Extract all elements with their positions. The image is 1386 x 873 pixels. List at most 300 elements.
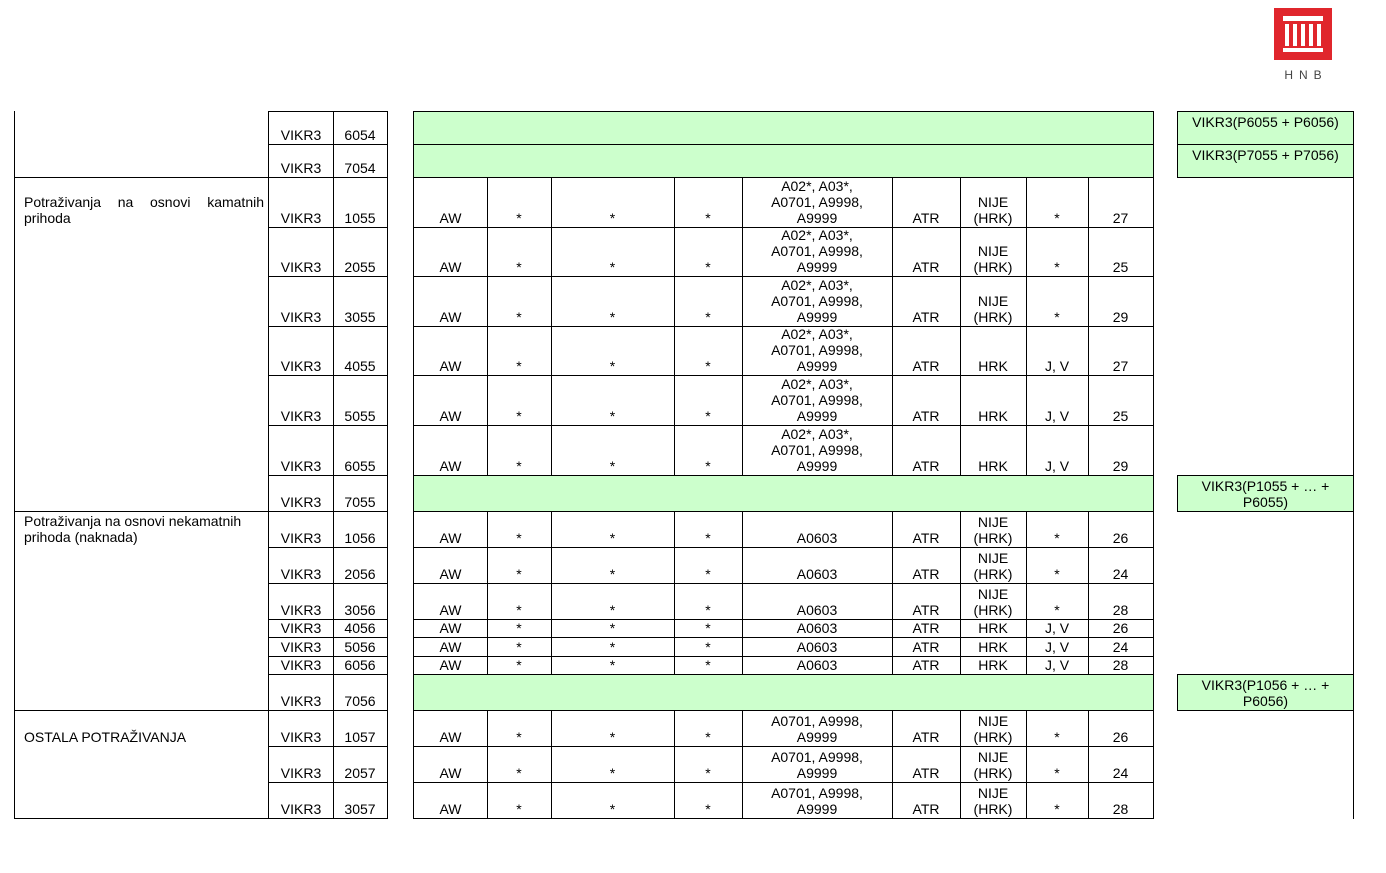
value-cell-c2: [487, 547, 552, 584]
value-cell-c1-text: AW: [439, 408, 462, 424]
value-cell-c5: [742, 276, 893, 327]
form-cell-text: VIKR3: [280, 602, 322, 618]
code-cell: [333, 674, 388, 711]
value-cell-c3: [551, 547, 675, 584]
highlight-cell: [674, 475, 743, 512]
value-cell-c9: [1088, 375, 1154, 426]
code-cell: [333, 746, 388, 783]
value-cell-c2-text: *: [516, 358, 522, 374]
form-cell-text: VIKR3: [280, 408, 322, 424]
value-cell-c4: [674, 276, 743, 327]
value-cell-c6: [892, 656, 961, 675]
value-cell-c9: [1088, 227, 1154, 277]
value-cell-c1-text: AW: [439, 729, 462, 745]
value-cell-c6: [892, 177, 961, 228]
value-cell-c9-text: 24: [1112, 765, 1129, 781]
code-cell-text: 1057: [344, 729, 376, 745]
value-cell-c2: [487, 227, 552, 277]
value-cell-c1-text: AW: [439, 458, 462, 474]
value-cell-c8-text: *: [1054, 530, 1060, 546]
value-cell-c9-text: 26: [1112, 620, 1129, 636]
value-cell-c7: [960, 637, 1027, 657]
value-cell-c7: [960, 547, 1027, 584]
value-cell-c7-text: NIJE (HRK): [973, 243, 1013, 275]
value-cell-c5-text: A02*, A03*, A0701, A9998, A9999: [771, 277, 863, 325]
value-cell-c8: [1026, 177, 1089, 228]
highlight-cell: [960, 111, 1027, 145]
highlight-cell: [960, 144, 1027, 178]
code-cell: [333, 111, 388, 145]
form-cell: [268, 511, 334, 548]
value-cell-c5-text: A02*, A03*, A0701, A9998, A9999: [771, 426, 863, 474]
value-cell-c7-text: HRK: [978, 458, 1008, 474]
code-cell-text: 6056: [344, 657, 376, 673]
value-cell-c5-text: A0603: [796, 602, 838, 618]
value-cell-c7-text: NIJE (HRK): [973, 713, 1013, 745]
form-cell-text: VIKR3: [280, 309, 322, 325]
value-cell-c9: [1088, 656, 1154, 675]
value-cell-c9-text: 24: [1112, 566, 1129, 582]
value-cell-c5: [742, 637, 893, 657]
value-cell-c9: [1088, 746, 1154, 783]
form-cell: [268, 111, 334, 145]
highlight-cell: [1026, 674, 1089, 711]
value-cell-c1: [413, 710, 488, 747]
value-cell-c8: [1026, 375, 1089, 426]
section-label: OSTALA POTRAŽIVANJA: [24, 729, 187, 745]
code-cell: [333, 276, 388, 327]
value-cell-c2: [487, 619, 552, 638]
code-cell: [333, 619, 388, 638]
value-cell-c7-text: NIJE (HRK): [973, 194, 1013, 226]
value-cell-c6-text: ATR: [912, 210, 940, 226]
form-cell: [268, 326, 334, 376]
form-cell-text: VIKR3: [280, 160, 322, 176]
form-cell: [268, 375, 334, 426]
value-cell-c7-text: NIJE (HRK): [973, 293, 1013, 325]
highlight-cell: [674, 144, 743, 178]
code-cell: [333, 547, 388, 584]
code-cell-text: 6055: [344, 458, 376, 474]
highlight-cell: [892, 475, 961, 512]
value-cell-c3-text: *: [609, 408, 616, 424]
formula-cell: [1177, 674, 1354, 711]
code-cell-text: 3056: [344, 602, 376, 618]
form-cell-text: VIKR3: [280, 639, 322, 655]
value-cell-c6: [892, 746, 961, 783]
code-cell: [333, 177, 388, 228]
value-cell-c4-text: *: [705, 620, 711, 636]
value-cell-c2-text: *: [516, 210, 522, 226]
value-cell-c2: [487, 425, 552, 476]
value-cell-c3-text: *: [609, 309, 616, 325]
value-cell-c7: [960, 746, 1027, 783]
value-cell-c3-text: *: [609, 657, 616, 673]
section-label: Potraživanja na osnovi kamatnih prihoda: [24, 194, 264, 226]
value-cell-c3-text: *: [609, 602, 616, 618]
value-cell-c7: [960, 276, 1027, 327]
value-cell-c7: [960, 326, 1027, 376]
value-cell-c7: [960, 583, 1027, 620]
form-cell-text: VIKR3: [280, 729, 322, 745]
code-cell: [333, 326, 388, 376]
value-cell-c2-text: *: [516, 408, 522, 424]
code-cell-text: 5055: [344, 408, 376, 424]
code-cell-text: 2055: [344, 259, 376, 275]
value-cell-c5-text: A0603: [796, 530, 838, 546]
form-cell: [268, 475, 334, 512]
code-cell-text: 3055: [344, 309, 376, 325]
value-cell-c1-text: AW: [439, 620, 462, 636]
value-cell-c6-text: ATR: [912, 620, 940, 636]
value-cell-c5-text: A02*, A03*, A0701, A9998, A9999: [771, 326, 863, 374]
value-cell-c5-text: A0603: [796, 620, 838, 636]
value-cell-c2: [487, 326, 552, 376]
code-cell-text: 1055: [344, 210, 376, 226]
value-cell-c6-text: ATR: [912, 309, 940, 325]
value-cell-c8: [1026, 746, 1089, 783]
highlight-cell: [892, 674, 961, 711]
value-cell-c6: [892, 637, 961, 657]
value-cell-c6-text: ATR: [912, 765, 940, 781]
code-cell-text: 2057: [344, 765, 376, 781]
value-cell-c8: [1026, 710, 1089, 747]
value-cell-c9-text: 28: [1112, 657, 1129, 673]
value-cell-c7: [960, 511, 1027, 548]
value-cell-c3: [551, 511, 675, 548]
form-cell-text: VIKR3: [280, 765, 322, 781]
value-cell-c1-text: AW: [439, 259, 462, 275]
value-cell-c9-text: 29: [1112, 458, 1129, 474]
code-cell-text: 6054: [344, 127, 376, 143]
code-cell-text: 4056: [344, 620, 376, 636]
code-cell: [333, 425, 388, 476]
value-cell-c2: [487, 746, 552, 783]
formula-cell: [1177, 144, 1354, 178]
highlight-cell: [742, 674, 893, 711]
value-cell-c9: [1088, 547, 1154, 584]
value-cell-c8: [1026, 227, 1089, 277]
value-cell-c4-text: *: [705, 408, 711, 424]
value-cell-c4-text: *: [705, 309, 711, 325]
value-cell-c8: [1026, 583, 1089, 620]
value-cell-c3-text: *: [609, 620, 616, 636]
highlight-cell: [487, 111, 552, 145]
value-cell-c6-text: ATR: [912, 602, 940, 618]
value-cell-c9-text: 26: [1112, 530, 1129, 546]
form-cell-text: VIKR3: [280, 458, 322, 474]
highlight-cell: [551, 475, 675, 512]
value-cell-c9: [1088, 326, 1154, 376]
form-cell-text: VIKR3: [280, 494, 322, 510]
value-cell-c2-text: *: [516, 639, 522, 655]
value-cell-c7-text: NIJE (HRK): [973, 514, 1013, 546]
highlight-cell: [1088, 475, 1154, 512]
form-cell-text: VIKR3: [280, 693, 322, 709]
value-cell-c3: [551, 746, 675, 783]
value-cell-c7-text: HRK: [978, 620, 1008, 636]
value-cell-c7: [960, 782, 1027, 819]
value-cell-c8-text: *: [1054, 259, 1060, 275]
table-bottom-line: [14, 818, 268, 819]
value-cell-c5-text: A0701, A9998, A9999: [771, 749, 863, 781]
section-divider: [14, 511, 268, 512]
value-cell-c4: [674, 583, 743, 620]
value-cell-c1: [413, 177, 488, 228]
value-cell-c9-text: 26: [1112, 729, 1129, 745]
value-cell-c2-text: *: [516, 801, 522, 817]
value-cell-c5-text: A0603: [796, 639, 838, 655]
formula-cell: [1177, 475, 1354, 512]
value-cell-c1-text: AW: [439, 566, 462, 582]
value-cell-c6: [892, 276, 961, 327]
value-cell-c5: [742, 619, 893, 638]
value-cell-c9: [1088, 583, 1154, 620]
form-cell: [268, 637, 334, 657]
value-cell-c8-text: J, V: [1044, 620, 1070, 636]
value-cell-c5: [742, 656, 893, 675]
code-cell: [333, 511, 388, 548]
highlight-cell: [487, 475, 552, 512]
section-left-border: [14, 111, 15, 178]
value-cell-c5-text: A02*, A03*, A0701, A9998, A9999: [771, 376, 863, 424]
section-divider: [14, 710, 268, 711]
value-cell-c2-text: *: [516, 602, 522, 618]
value-cell-c9: [1088, 619, 1154, 638]
form-cell: [268, 547, 334, 584]
value-cell-c3: [551, 425, 675, 476]
value-cell-c4: [674, 619, 743, 638]
value-cell-c5-text: A0701, A9998, A9999: [771, 785, 863, 817]
form-cell: [268, 583, 334, 620]
form-cell-text: VIKR3: [280, 530, 322, 546]
value-cell-c1: [413, 375, 488, 426]
value-cell-c3: [551, 276, 675, 327]
code-cell: [333, 144, 388, 178]
value-cell-c4: [674, 326, 743, 376]
form-cell-text: VIKR3: [280, 620, 322, 636]
value-cell-c8: [1026, 619, 1089, 638]
value-cell-c4-text: *: [705, 729, 711, 745]
form-cell-text: VIKR3: [280, 657, 322, 673]
form-cell: [268, 425, 334, 476]
value-cell-c5: [742, 425, 893, 476]
value-cell-c1: [413, 583, 488, 620]
value-cell-c7-text: NIJE (HRK): [973, 550, 1013, 582]
value-cell-c6-text: ATR: [912, 566, 940, 582]
value-cell-c3-text: *: [609, 566, 616, 582]
value-cell-c8: [1026, 656, 1089, 675]
form-cell-text: VIKR3: [280, 127, 322, 143]
highlight-cell: [1088, 674, 1154, 711]
value-cell-c1-text: AW: [439, 358, 462, 374]
value-cell-c9-text: 27: [1112, 210, 1129, 226]
value-cell-c6: [892, 326, 961, 376]
value-cell-c6: [892, 425, 961, 476]
value-cell-c1: [413, 547, 488, 584]
value-cell-c1-text: AW: [439, 765, 462, 781]
form-cell-text: VIKR3: [280, 358, 322, 374]
value-cell-c8-text: *: [1054, 566, 1060, 582]
code-cell: [333, 637, 388, 657]
value-cell-c8-text: J, V: [1044, 639, 1070, 655]
value-cell-c1: [413, 227, 488, 277]
value-cell-c4-text: *: [705, 530, 711, 546]
value-cell-c5-text: A0603: [796, 566, 838, 582]
form-cell: [268, 619, 334, 638]
form-cell: [268, 177, 334, 228]
value-cell-c5: [742, 782, 893, 819]
value-cell-c9: [1088, 511, 1154, 548]
value-cell-c2: [487, 710, 552, 747]
value-cell-c2-text: *: [516, 566, 522, 582]
value-cell-c4-text: *: [705, 566, 711, 582]
highlight-cell: [551, 111, 675, 145]
value-cell-c2: [487, 375, 552, 426]
value-cell-c5: [742, 177, 893, 228]
form-cell: [268, 656, 334, 675]
code-cell-text: 2056: [344, 566, 376, 582]
form-cell: [268, 782, 334, 819]
code-cell: [333, 656, 388, 675]
highlight-cell: [487, 674, 552, 711]
value-cell-c1-text: AW: [439, 639, 462, 655]
value-cell-c1: [413, 782, 488, 819]
value-cell-c1: [413, 619, 488, 638]
section-divider: [14, 177, 268, 178]
value-cell-c6-text: ATR: [912, 801, 940, 817]
right-border: [1353, 111, 1354, 819]
highlight-cell: [413, 144, 488, 178]
value-cell-c8: [1026, 547, 1089, 584]
value-cell-c4-text: *: [705, 458, 711, 474]
value-cell-c3: [551, 326, 675, 376]
value-cell-c2: [487, 177, 552, 228]
value-cell-c6-text: ATR: [912, 530, 940, 546]
code-cell-text: 3057: [344, 801, 376, 817]
value-cell-c3-text: *: [609, 458, 616, 474]
highlight-cell: [1026, 111, 1089, 145]
formula-cell-text: VIKR3(P7055 + P7056): [1192, 147, 1339, 163]
value-cell-c3: [551, 583, 675, 620]
code-cell: [333, 583, 388, 620]
value-cell-c7-text: NIJE (HRK): [973, 586, 1013, 618]
value-cell-c6-text: ATR: [912, 259, 940, 275]
form-cell-text: VIKR3: [280, 259, 322, 275]
value-cell-c8: [1026, 425, 1089, 476]
code-cell: [333, 375, 388, 426]
value-cell-c5-text: A0701, A9998, A9999: [771, 713, 863, 745]
value-cell-c7-text: NIJE (HRK): [973, 785, 1013, 817]
value-cell-c9-text: 24: [1112, 639, 1129, 655]
highlight-cell: [551, 674, 675, 711]
section-left-border: [14, 710, 15, 819]
form-cell-text: VIKR3: [280, 210, 322, 226]
value-cell-c6-text: ATR: [912, 358, 940, 374]
value-cell-c7: [960, 227, 1027, 277]
value-cell-c2: [487, 276, 552, 327]
value-cell-c4: [674, 710, 743, 747]
value-cell-c8-text: *: [1054, 729, 1060, 745]
value-cell-c3: [551, 637, 675, 657]
highlight-cell: [1026, 144, 1089, 178]
value-cell-c7: [960, 425, 1027, 476]
highlight-cell: [674, 674, 743, 711]
highlight-cell: [413, 674, 488, 711]
value-cell-c9-text: 25: [1112, 408, 1129, 424]
highlight-cell: [1026, 475, 1089, 512]
value-cell-c5-text: A02*, A03*, A0701, A9998, A9999: [771, 178, 863, 226]
value-cell-c1-text: AW: [439, 602, 462, 618]
value-cell-c3-text: *: [609, 729, 616, 745]
value-cell-c3-text: *: [609, 639, 616, 655]
value-cell-c3-text: *: [609, 210, 616, 226]
section-left-border: [14, 511, 15, 711]
value-cell-c4: [674, 782, 743, 819]
highlight-cell: [413, 475, 488, 512]
highlight-cell: [960, 674, 1027, 711]
value-cell-c8-text: J, V: [1044, 358, 1070, 374]
value-cell-c2: [487, 637, 552, 657]
value-cell-c8-text: *: [1054, 309, 1060, 325]
value-cell-c9-text: 28: [1112, 801, 1129, 817]
value-cell-c4-text: *: [705, 602, 711, 618]
value-cell-c2-text: *: [516, 657, 522, 673]
value-cell-c5: [742, 583, 893, 620]
value-cell-c5-text: A0603: [796, 657, 838, 673]
form-cell-text: VIKR3: [280, 566, 322, 582]
value-cell-c3: [551, 656, 675, 675]
value-cell-c7-text: NIJE (HRK): [973, 749, 1013, 781]
value-cell-c5: [742, 227, 893, 277]
value-cell-c6: [892, 619, 961, 638]
value-cell-c3-text: *: [609, 765, 616, 781]
formula-cell-text: VIKR3(P6055 + P6056): [1192, 114, 1339, 130]
value-cell-c5: [742, 375, 893, 426]
value-cell-c7: [960, 375, 1027, 426]
value-cell-c7-text: HRK: [978, 358, 1008, 374]
section-label: Potraživanja na osnovi nekamatnih prihoda (naknada): [24, 513, 242, 545]
value-cell-c8-text: *: [1054, 765, 1060, 781]
value-cell-c6: [892, 782, 961, 819]
highlight-cell: [742, 111, 893, 145]
value-cell-c1: [413, 746, 488, 783]
value-cell-c6: [892, 710, 961, 747]
value-cell-c8-text: J, V: [1044, 408, 1070, 424]
code-cell-text: 4055: [344, 358, 376, 374]
value-cell-c8-text: *: [1054, 801, 1060, 817]
value-cell-c4-text: *: [705, 657, 711, 673]
value-cell-c8-text: *: [1054, 210, 1060, 226]
value-cell-c2: [487, 583, 552, 620]
value-cell-c8: [1026, 511, 1089, 548]
value-cell-c4-text: *: [705, 801, 711, 817]
value-cell-c6-text: ATR: [912, 657, 940, 673]
value-cell-c4-text: *: [705, 210, 711, 226]
highlight-cell: [742, 475, 893, 512]
value-cell-c4: [674, 227, 743, 277]
value-cell-c5: [742, 746, 893, 783]
value-cell-c6-text: ATR: [912, 408, 940, 424]
value-cell-c3: [551, 710, 675, 747]
value-cell-c6-text: ATR: [912, 458, 940, 474]
highlight-cell: [413, 111, 488, 145]
value-cell-c1: [413, 511, 488, 548]
value-cell-c1-text: AW: [439, 801, 462, 817]
value-cell-c4: [674, 511, 743, 548]
value-cell-c4: [674, 425, 743, 476]
highlight-cell: [674, 111, 743, 145]
